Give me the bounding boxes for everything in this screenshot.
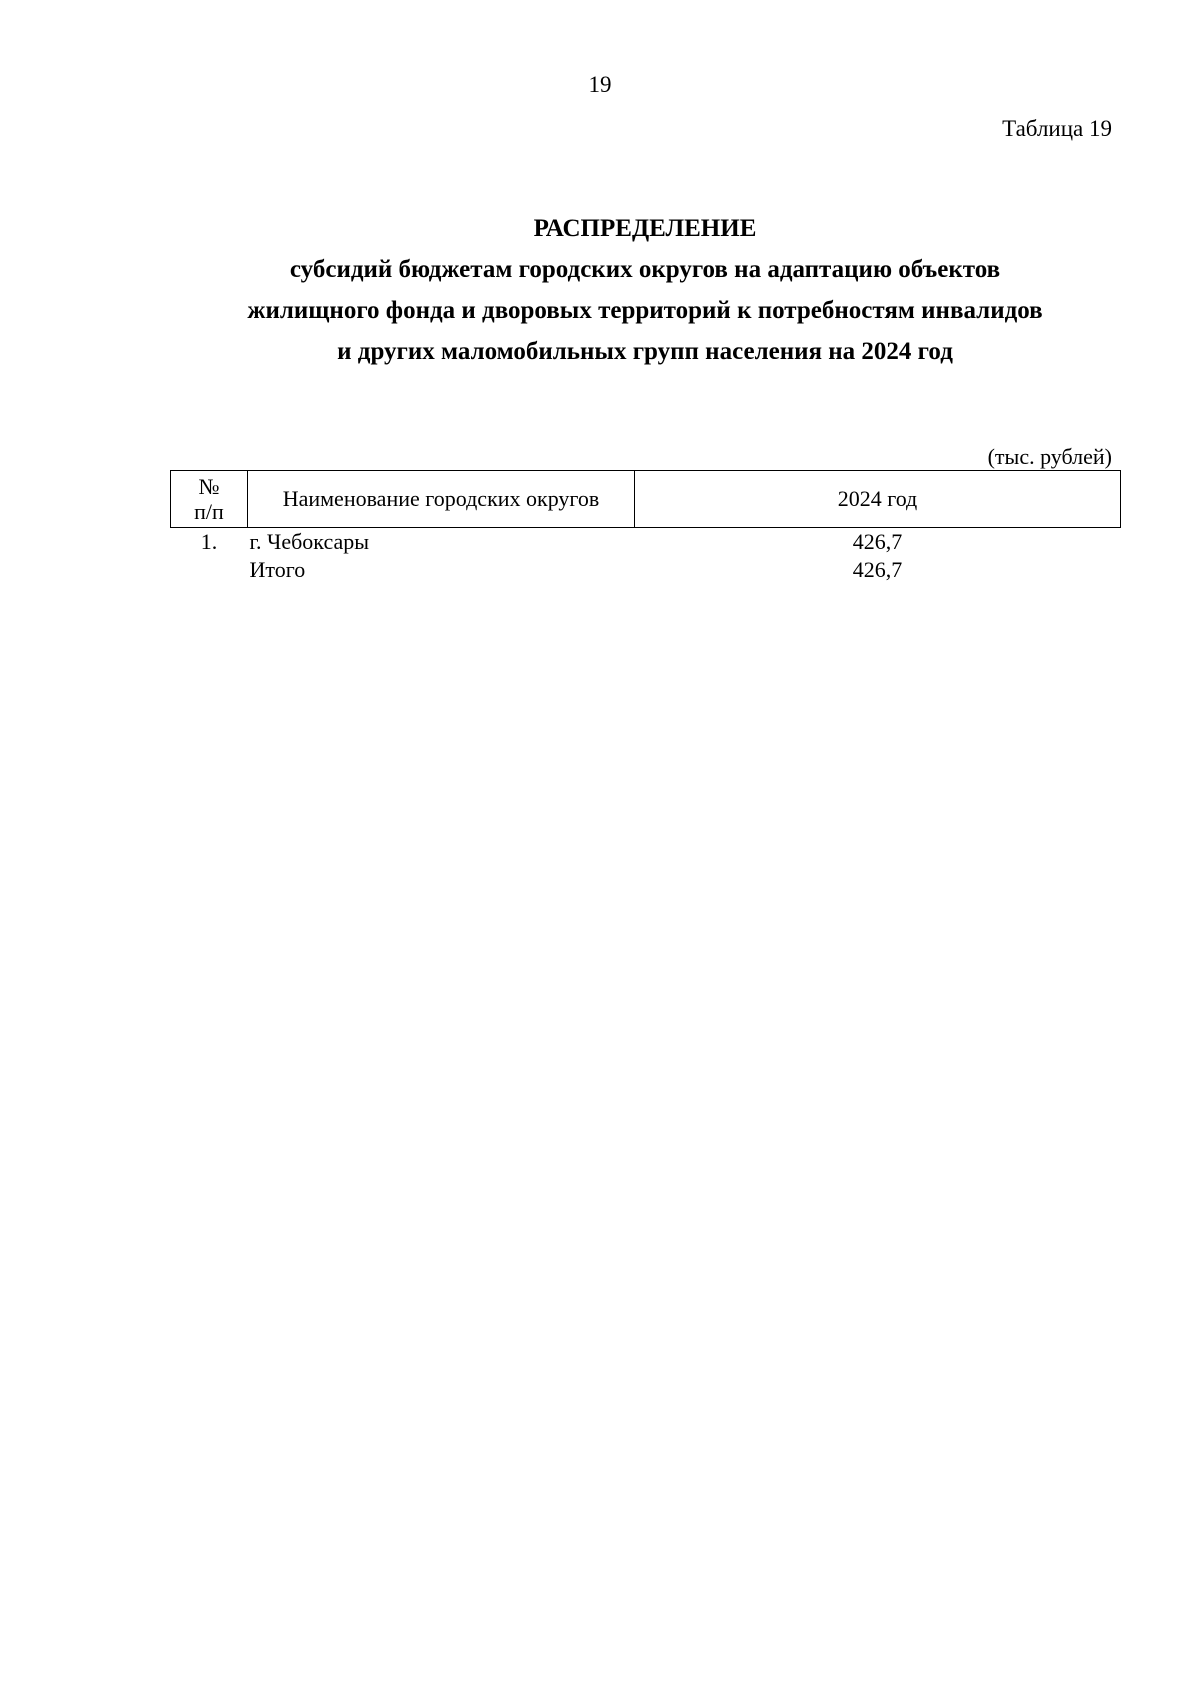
title-line-1: РАСПРЕДЕЛЕНИЕ xyxy=(533,215,757,242)
row-total-value: 426,7 xyxy=(852,557,903,582)
header-number-abbrev: п/п xyxy=(194,499,224,524)
table-row xyxy=(171,528,1121,557)
row-total-label: Итого xyxy=(249,557,306,582)
header-district-name: Наименование городских округов xyxy=(248,471,635,528)
title-line-3: жилищного фонда и дворовых территорий к потребностям инвалидов xyxy=(247,297,1043,324)
header-number-symbol: № xyxy=(198,474,220,499)
title-line-2: субсидий бюджетам городских округов на адаптацию объектов xyxy=(289,256,1001,283)
table-total-row xyxy=(171,556,1121,584)
row-value: 426,7 xyxy=(852,529,903,554)
distribution-table xyxy=(170,470,1121,584)
row-district-name: г. Чебоксары xyxy=(249,529,370,554)
page-number: 19 xyxy=(588,72,612,97)
header-year: 2024 год xyxy=(635,471,1121,528)
header-number xyxy=(171,471,248,528)
units-label: (тыс. рублей) xyxy=(987,444,1112,469)
document-title xyxy=(170,208,1120,372)
table-header-row xyxy=(171,471,1121,528)
row-number xyxy=(171,556,248,584)
table-caption: Таблица 19 xyxy=(1002,116,1112,141)
title-line-4: и других маломобильных групп населения на 2024 год xyxy=(337,338,953,365)
row-number: 1. xyxy=(200,529,218,554)
